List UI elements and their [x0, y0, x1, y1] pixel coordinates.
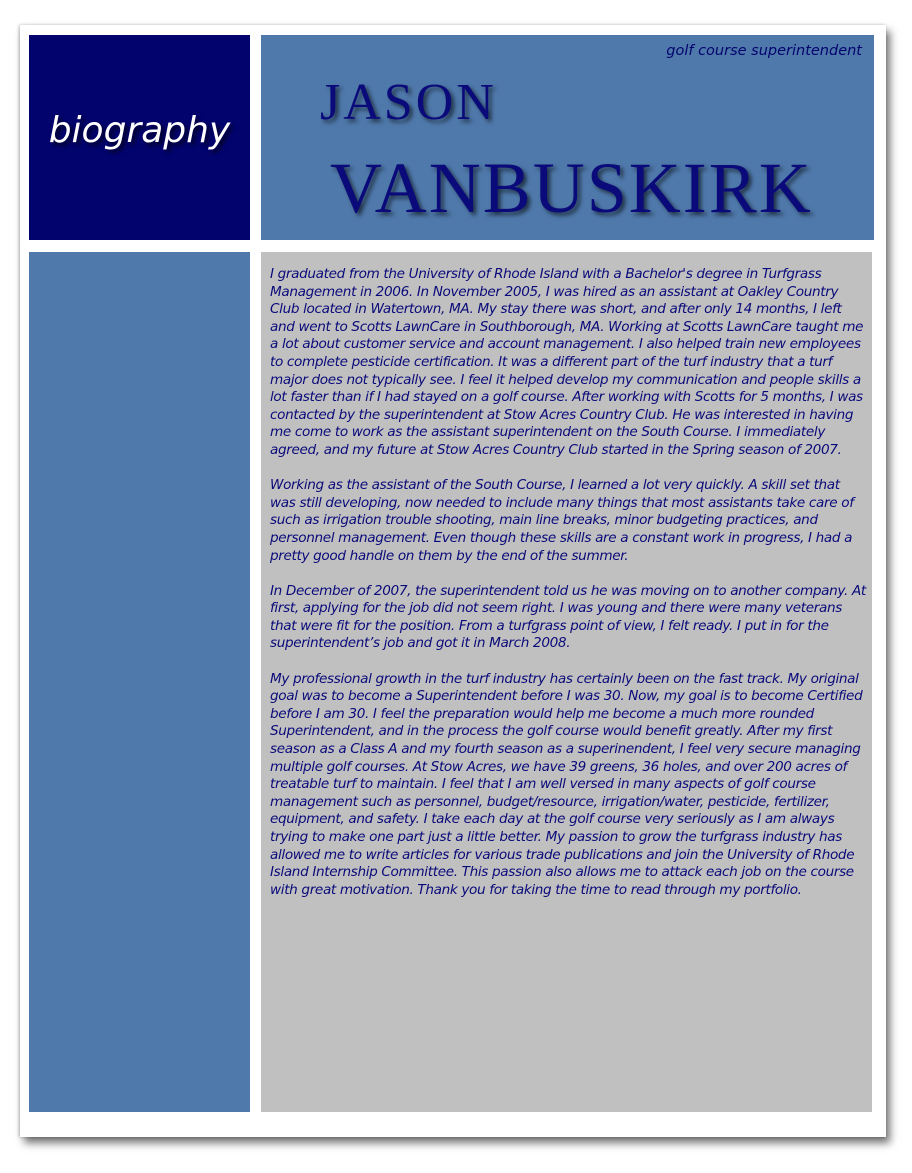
section-label-box [29, 35, 250, 240]
biography-content [261, 252, 872, 1112]
first-name: JASON [320, 74, 497, 131]
paragraph: Working as the assistant of the South Course, I learned a lot very quickly. A skill set that was still developing, now needed to include many things that most assistants take care of such as irrigation trouble shooting, main line breaks, minor budgeting practices, and personnel management. Even though these skills are a constant work in progress, I had a pretty good handle on them by the end of the summer. [270, 477, 854, 564]
biography-page [20, 25, 886, 1137]
last-name: VANBUSKIRK [330, 148, 813, 228]
section-label: biography [48, 110, 231, 151]
side-panel [29, 252, 250, 1112]
paragraph: In December of 2007, the superintendent told us he was moving on to another company. At first, applying for the job did not seem right. I was young and there were many veterans that were fit for the position. From a turfgrass point of view, I felt ready. I put in for the superintendent’s job and got it in March 2008. [270, 582, 866, 652]
header-banner [261, 35, 874, 240]
job-title: golf course superintendent [666, 43, 862, 59]
paragraph: My professional growth in the turf industry has certainly been on the fast track. My original goal was to become a Superintendent before I was 30. Now, my goal is to become Certified before I am 30. I feel the preparation would help me become a much more rounded Superintendent, and in the process the golf course would benefit greatly. After my first season as a Class A and my fourth season as a superinendent, I feel very secure managing multiple golf courses. At Stow Acres, we have 39 greens, 36 holes, and over 200 acres of treatable turf to maintain. I feel that I am well versed in many aspects of golf course management such as personnel, budget/resource, irrigation/water, pesticide, fertilizer, equipment, and safety. I take each day at the golf course very seriously as I am always trying to make one part just a little better. My passion to grow the turfgrass industry has allowed me to write articles for various trade publications and join the University of Rhode Island Internship Committee. This passion also allows me to attack each job on the course with great motivation. Thank you for taking the time to read through my portfolio. [270, 670, 863, 898]
biography-text [270, 266, 868, 917]
paragraph: I graduated from the University of Rhode Island with a Bachelor's degree in Turfgrass Management in 2006. In November 2005, I was hired as an assistant at Oakley Country Club located in Watertown, MA. My stay there was short, and after only 14 months, I left and went to Scotts LawnCare in Southborough, MA. Working at Scotts LawnCare taught me a lot about customer service and account management. I also helped train new employees to complete pesticide certification. It was a different part of the turf industry that a turf major does not typically see. I feel it helped develop my communication and people skills a lot faster than if I had stayed on a golf course. After working with Scotts for 5 months, I was contacted by the superintendent at Stow Acres Country Club. He was interested in having me come to work as the assistant superintendent on the South Course. I immediately agreed, and my future at Stow Acres Country Club started in the Spring season of 2007. [270, 266, 864, 458]
